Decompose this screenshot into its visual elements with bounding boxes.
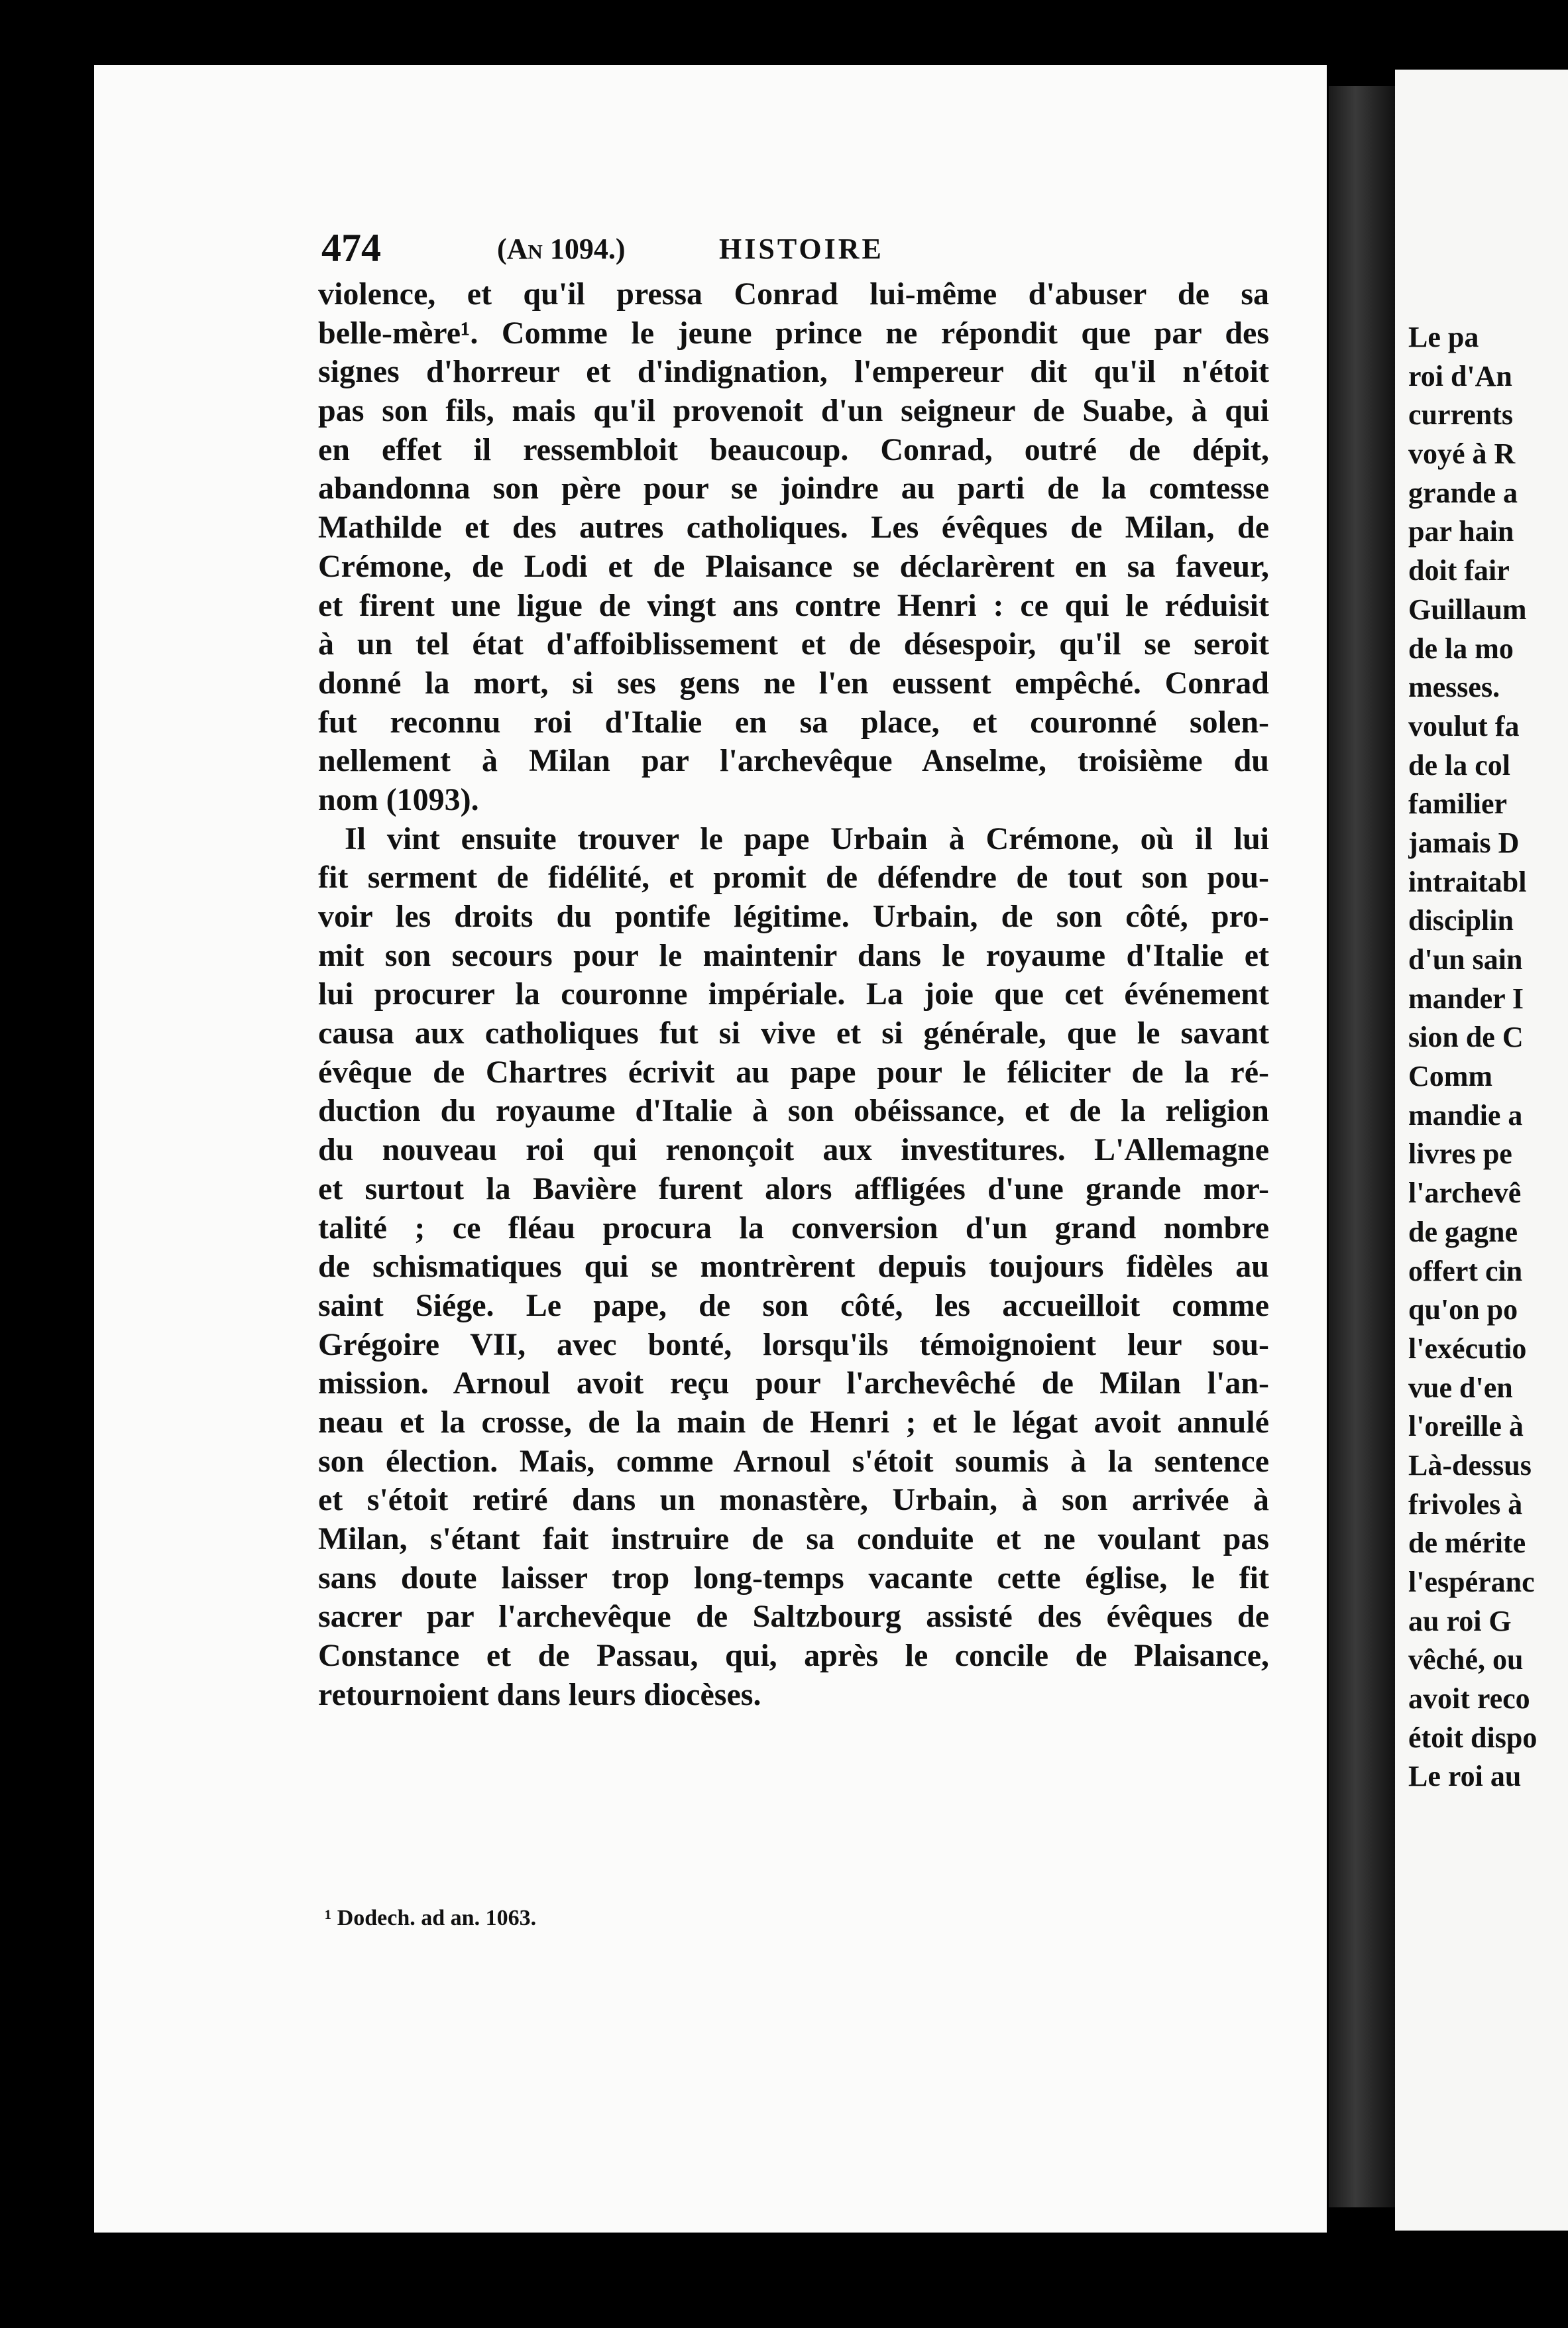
- text-line: causa aux catholiques fut si vive et si générale, que le savant: [318, 1016, 1269, 1051]
- right-page-line: l'oreille à: [1408, 1410, 1524, 1443]
- text-line: retournoient dans leurs diocèses.: [318, 1676, 761, 1712]
- text-line: sacrer par l'archevêque de Saltzbourg assisté des évêques de: [318, 1599, 1269, 1635]
- text-line: du nouveau roi qui renonçoit aux investitures. L'Allemagne: [318, 1132, 1269, 1168]
- text-line: sans doute laisser trop long-temps vacante cette église, le fit: [318, 1560, 1269, 1596]
- right-page-line: voyé à R: [1408, 437, 1516, 471]
- right-page-line: currents: [1408, 398, 1514, 432]
- text-line: son élection. Mais, comme Arnoul s'étoit soumis à la sentence: [318, 1443, 1269, 1479]
- right-page-line: vêché, ou: [1408, 1643, 1524, 1676]
- text-line: et s'étoit retiré dans un monastère, Urbain, à son arrivée à: [318, 1482, 1269, 1518]
- right-page-line: de gagne: [1408, 1215, 1518, 1248]
- page-number: 474: [321, 226, 381, 270]
- right-page-line: grande a: [1408, 476, 1518, 509]
- main-text: [318, 275, 1269, 1714]
- text-line: Constance et de Passau, qui, après le concile de Plaisance,: [318, 1638, 1269, 1674]
- book-gutter: [1329, 86, 1395, 2207]
- right-page-line: étoit dispo: [1408, 1721, 1538, 1754]
- right-page-line: Le roi au: [1408, 1760, 1522, 1793]
- right-page-line: vue d'en: [1408, 1371, 1513, 1404]
- right-page-line: mandie a: [1408, 1098, 1523, 1132]
- right-page-line: d'un sain: [1408, 943, 1523, 976]
- right-page-line: roi d'An: [1408, 359, 1512, 392]
- text-line: Milan, s'étant fait instruire de sa conduite et ne voulant pas: [318, 1521, 1269, 1556]
- text-line: à un tel état d'affoiblissement et de désespoir, qu'il se seroit: [318, 626, 1269, 662]
- text-line: et firent une ligue de vingt ans contre Henri : ce qui le réduisit: [318, 587, 1269, 623]
- right-page-line: mander I: [1408, 982, 1524, 1015]
- text-line: saint Siége. Le pape, de son côté, les accueilloit comme: [318, 1287, 1269, 1323]
- right-page-line: l'exécutio: [1408, 1332, 1527, 1365]
- right-page-line: messes.: [1408, 671, 1500, 704]
- right-page-line: par hain: [1408, 515, 1514, 548]
- year-label: (An 1094.): [497, 233, 626, 265]
- text-line: mission. Arnoul avoit reçu pour l'archevêché de Milan l'an-: [318, 1366, 1269, 1401]
- right-page-line: intraitabl: [1408, 865, 1527, 898]
- text-line: évêque de Chartres écrivit au pape pour le féliciter de la ré-: [318, 1054, 1269, 1090]
- right-page-line: de la mo: [1408, 632, 1514, 665]
- text-line: pas son fils, mais qu'il provenoit d'un seigneur de Suabe, à qui: [318, 393, 1269, 429]
- right-page-line: Guillaum: [1408, 593, 1527, 626]
- text-line: neau et la crosse, de la main de Henri ; et le légat avoit annulé: [318, 1404, 1269, 1440]
- running-header: [321, 225, 1289, 272]
- right-page-line: de mérite: [1408, 1527, 1526, 1560]
- text-line: fut reconnu roi d'Italie en sa place, et couronné solen-: [318, 704, 1269, 740]
- text-line: mit son secours pour le maintenir dans le royaume d'Italie et: [318, 937, 1269, 973]
- text-line: belle-mère¹. Comme le jeune prince ne répondit que par des: [318, 315, 1269, 351]
- text-line: Mathilde et des autres catholiques. Les évêques de Milan, de: [318, 510, 1269, 546]
- right-page-line: voulut fa: [1408, 709, 1520, 742]
- right-page-line: Là-dessus: [1408, 1448, 1532, 1482]
- right-page-line: doit fair: [1408, 554, 1510, 587]
- right-page-line: l'espéranc: [1408, 1566, 1535, 1598]
- right-page-line: disciplin: [1408, 904, 1514, 937]
- text-line: Crémone, de Lodi et de Plaisance se déclarèrent en sa faveur,: [318, 548, 1269, 584]
- right-page-line: l'archevê: [1408, 1177, 1522, 1210]
- text-line: Il vint ensuite trouver le pape Urbain à Crémone, où il lui: [345, 821, 1269, 856]
- right-page-line: Le pa: [1408, 321, 1479, 353]
- text-line: en effet il ressembloit beaucoup. Conrad, outré de dépit,: [318, 432, 1269, 467]
- right-page-line: Comm: [1408, 1060, 1493, 1093]
- right-page-line: familier: [1408, 787, 1508, 821]
- text-line: signes d'horreur et d'indignation, l'empereur dit qu'il n'étoit: [318, 354, 1269, 390]
- footnote: ¹ Dodech. ad an. 1063.: [325, 1906, 537, 1930]
- right-page-line: sion de C: [1408, 1021, 1524, 1054]
- text-line: et surtout la Bavière furent alors affligées d'une grande mor-: [318, 1171, 1269, 1206]
- text-line: lui procurer la couronne impériale. La joie que cet événement: [318, 976, 1269, 1012]
- text-line: nellement à Milan par l'archevêque Anselme, troisième du: [318, 743, 1269, 779]
- text-line: Grégoire VII, avec bonté, lorsqu'ils témoignoient leur sou-: [318, 1326, 1269, 1362]
- text-line: donné la mort, si ses gens ne l'en eussent empêché. Conrad: [318, 665, 1269, 701]
- text-line: nom (1093).: [318, 782, 479, 817]
- text-line: de schismatiques qui se montrèrent depuis toujours fidèles au: [318, 1249, 1269, 1285]
- right-page-line: offert cin: [1408, 1254, 1523, 1287]
- text-line: violence, et qu'il pressa Conrad lui-même d'abuser de sa: [318, 276, 1269, 312]
- text-line: abandonna son père pour se joindre au parti de la comtesse: [318, 471, 1269, 506]
- right-page-line: jamais D: [1408, 826, 1520, 859]
- right-page-line: qu'on po: [1408, 1293, 1518, 1326]
- text-line: duction du royaume d'Italie à son obéissance, et de la religion: [318, 1093, 1269, 1129]
- text-line: voir les droits du pontife légitime. Urbain, de son côté, pro-: [318, 899, 1269, 934]
- right-page-line: avoit reco: [1408, 1682, 1530, 1716]
- right-page-line: de la col: [1408, 748, 1510, 782]
- running-title: HISTOIRE: [719, 233, 884, 265]
- text-line: fit serment de fidélité, et promit de défendre de tout son pou-: [318, 860, 1269, 896]
- right-page-line: au roi G: [1408, 1604, 1512, 1637]
- right-page-text: [1408, 318, 1568, 1796]
- right-page-line: livres pe: [1408, 1137, 1512, 1171]
- text-line: talité ; ce fléau procura la conversion d'un grand nombre: [318, 1210, 1269, 1246]
- right-page-line: frivoles à: [1408, 1487, 1523, 1521]
